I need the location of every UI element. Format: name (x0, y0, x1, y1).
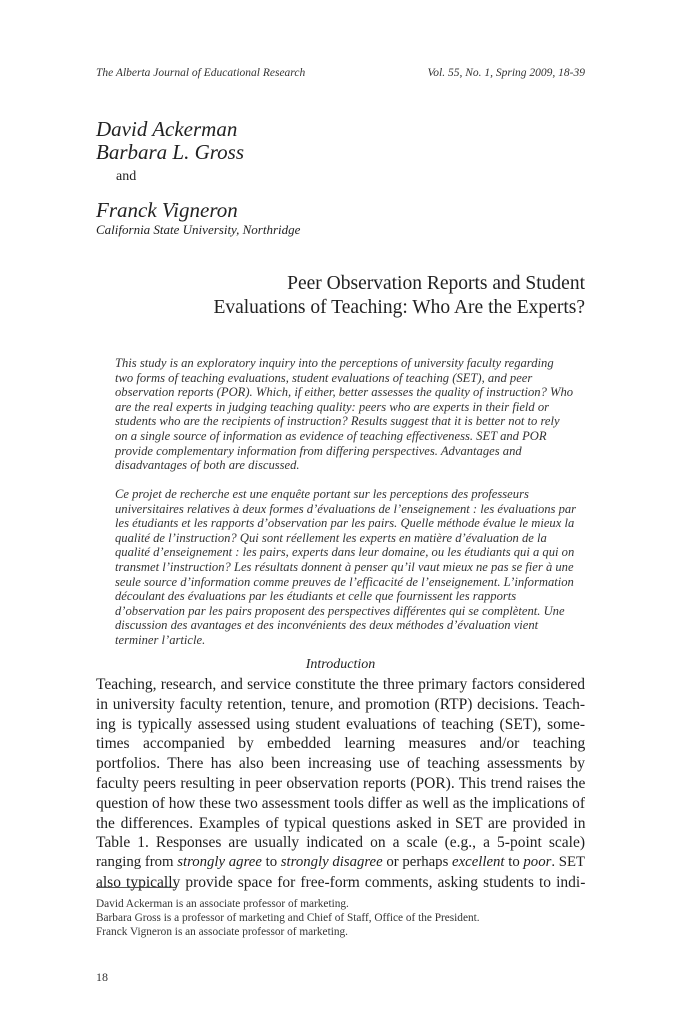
body-line: in university faculty retention, tenure, and promotion (RTP) decisions. Teach- (96, 695, 585, 713)
abstract-line: disadvantages of both are discussed. (115, 458, 300, 473)
body-line: times accompanied by embedded learning measures and/or teaching (96, 735, 586, 753)
introduction-body (96, 675, 585, 893)
abstract-line: qualité de l’instruction? Qui sont réellement les experts en matière d’évaluation de la (115, 530, 547, 545)
journal-name: The Alberta Journal of Educational Research (96, 67, 306, 79)
abstract-line: transmet l’instruction? Les résultats donnent à penser qu’il vaut mieux ne pas se fier à une (115, 559, 574, 574)
abstract-line: seule source d’information comme preuves de l’efficacité de l’enseignement. L’information (115, 574, 574, 589)
emphasis: poor (523, 854, 552, 871)
abstract-line: students who are the recipients of instruction? Results suggest that it is better not to rely (115, 414, 560, 429)
body-line: portfolios. There has also been increasing use of teaching assessments by (96, 755, 585, 773)
abstract-line: two forms of teaching evaluations, student evaluations of teaching (SET), and peer (115, 370, 533, 385)
footnote: David Ackerman is an associate professor of marketing. (96, 898, 349, 910)
body-line: Table 1. Responses are usually indicated on a scale (e.g., a 5-point scale) (96, 834, 585, 852)
abstract-english (115, 356, 585, 473)
text-run: to (261, 854, 281, 871)
title-line: Evaluations of Teaching: Who Are the Experts? (213, 297, 585, 318)
article-title (125, 272, 585, 320)
abstract-line: terminer l’article. (115, 632, 206, 647)
body-line: faculty peers resulting in peer observation reports (POR). This trend raises the (96, 774, 586, 792)
body-line: ing is typically assessed using student evaluations of teaching (SET), some- (96, 715, 585, 733)
page-number: 18 (96, 970, 108, 984)
emphasis: excellent (452, 854, 505, 871)
author-conjunction: and (116, 169, 137, 184)
abstract-line: This study is an exploratory inquiry into the perceptions of university faculty regarding (115, 356, 554, 370)
footnote: Franck Vigneron is an associate professor of marketing. (96, 926, 348, 938)
abstract-line: are the real experts in judging teaching quality: peers who are experts in their field or (115, 399, 550, 414)
body-line: also typically provide space for free-form comments, asking students to indi- (96, 873, 586, 891)
abstract-line: d’observation par les pairs proposent des perspectives différentes qui se complètent. Une (115, 603, 565, 618)
abstract-line: provide complementary information from differing perspectives. Advantages and (115, 443, 522, 458)
text-run: to (504, 854, 524, 871)
body-line (96, 853, 585, 873)
emphasis: strongly agree (177, 854, 262, 871)
abstract-line: universitaires relatives à deux formes d’évaluations de l’enseignement : les évaluations par (115, 501, 577, 516)
author-name: David Ackerman (96, 117, 238, 141)
title-line: Peer Observation Reports and Student (287, 273, 585, 294)
author-affiliation: California State University, Northridge (96, 222, 301, 237)
footnotes (96, 897, 585, 939)
body-line: the differences. Examples of typical questions asked in SET are provided in (96, 814, 586, 832)
abstract-line: les étudiants et les rapports d’observation par les pairs. Quelle méthode évalue le mieux la (115, 516, 575, 531)
author-name: Barbara L. Gross (96, 140, 245, 164)
abstract-line: qualité d’enseignement : les pairs, experts dans leur domaine, ou les étudiants qui a qui on (115, 545, 575, 560)
abstract-line: on a single source of information as evidence of teaching effectiveness. SET and POR (115, 428, 547, 443)
abstract-line: discussion des avantages et des inconvénients des deux méthodes d’évaluation vient (115, 618, 539, 633)
text-run: ranging from (96, 854, 178, 871)
footnote-rule (96, 887, 176, 888)
abstract-french (115, 487, 585, 648)
emphasis: strongly disagree (280, 854, 383, 871)
text-run: . SET (551, 854, 585, 871)
footnote: Barbara Gross is a professor of marketing and Chief of Staff, Office of the President. (96, 912, 480, 924)
abstract-line: Ce projet de recherche est une enquête portant sur les perceptions des professeurs (115, 487, 529, 501)
text-run: or perhaps (382, 854, 453, 871)
section-heading-introduction: Introduction (305, 657, 376, 672)
volume-info: Vol. 55, No. 1, Spring 2009, 18-39 (427, 67, 585, 79)
abstract-line: découlant des évaluations par les étudiants et celle que fournissent les rapports (115, 589, 517, 604)
author-name: Franck Vigneron (96, 198, 238, 222)
body-line: question of how these two assessment tools differ as well as the implications of (96, 794, 585, 812)
abstract-line: observation reports (POR). Which, if either, better assesses the quality of instruction? Who (115, 385, 574, 400)
running-head (96, 67, 585, 83)
body-line: Teaching, research, and service constitute the three primary factors considered (96, 676, 585, 693)
